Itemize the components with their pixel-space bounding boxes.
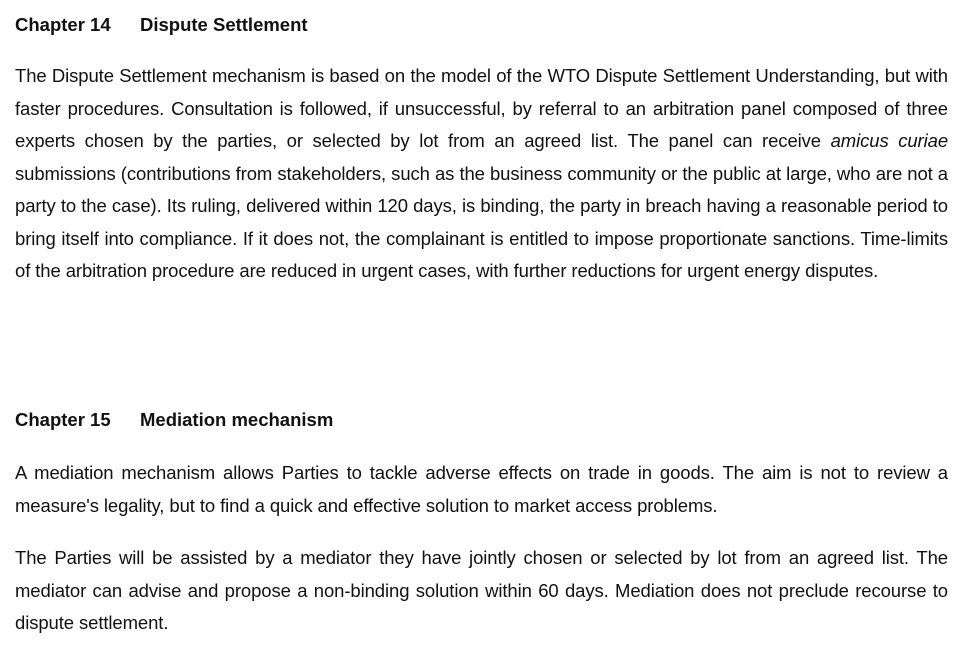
chapter-15-heading [15,408,333,432]
chapter-14-heading [15,13,308,37]
chapter-15-paragraph-2: The Parties will be assisted by a mediator they have jointly chosen or selected by lot from an agreed list. The mediator can advise and propose a non-binding solution within 60 days. Mediation does not preclude recourse to dispute settlement. [15,547,948,633]
chapter-14-italic-term: amicus curiae [830,130,949,151]
chapter-14-text-part-2: submissions (contributions from stakeholders, such as the business community or the public at large, who are not a party to the case). Its ruling, delivered within 120 days, is binding, the party in breach having a reasonable period to bring itself into compliance. If it does not, the complainant is entitled to impose proportionate sanctions. Time-limits of the arbitration procedure are reduced in urgent cases, with further reductions for urgent energy disputes. [15,162,948,281]
chapter-14-paragraph [15,60,948,288]
chapter-15-number: Chapter 15 [15,409,111,430]
chapter-15-paragraph-1: A mediation mechanism allows Parties to tackle adverse effects on trade in goods. The aim is not to review a measure's legality, but to find a quick and effective solution to market access problems. [15,462,948,516]
chapter-14-number: Chapter 14 [15,14,111,35]
chapter-14-text-part-1: The Dispute Settlement mechanism is based on the model of the WTO Dispute Settlement Understanding, but with faster procedures. Consultation is followed, if unsuccessful, by referral to an arbitration panel composed of three experts chosen by the parties, or selected by lot from an agreed list. The panel can receive [15,65,948,151]
chapter-15-title: Mediation mechanism [140,409,334,430]
chapter-14-title: Dispute Settlement [140,14,308,35]
